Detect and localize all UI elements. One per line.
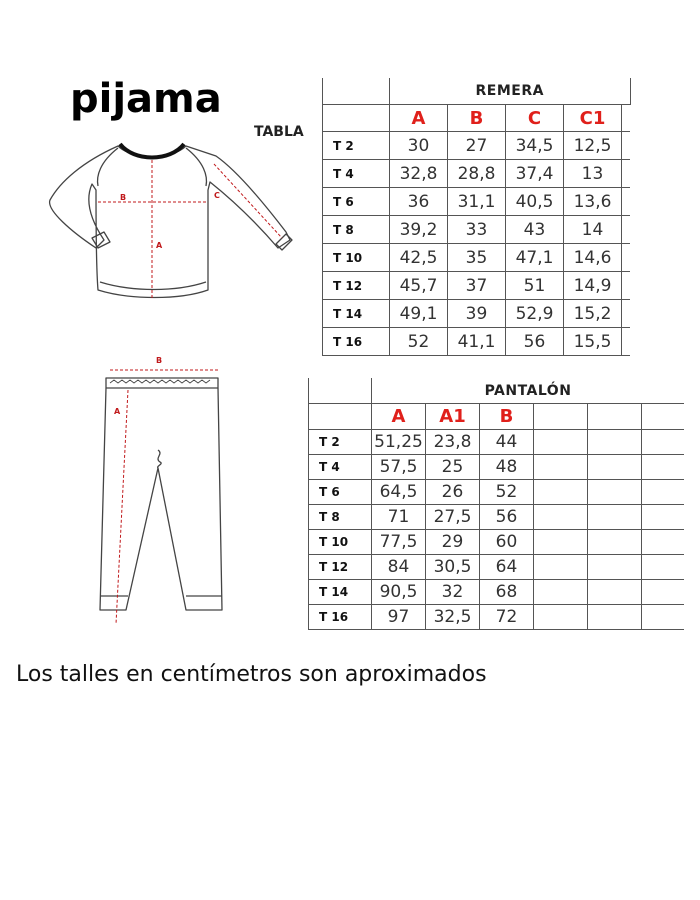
pantalon-cell: 64 [480, 555, 534, 580]
pantalon-edge-cell [642, 605, 685, 630]
remera-cell: 32,8 [390, 160, 448, 188]
pantalon-empty-cell [588, 430, 642, 455]
remera-cell: 28,8 [448, 160, 506, 188]
pantalon-empty-cell [534, 530, 588, 555]
remera-row [323, 244, 631, 272]
pantalon-empty-cell [534, 555, 588, 580]
pantalon-cell: 25 [426, 455, 480, 480]
remera-row-label: T 14 [323, 300, 390, 328]
remera-cell: 33 [448, 216, 506, 244]
pantalon-cell: 32,5 [426, 605, 480, 630]
remera-row [323, 132, 631, 160]
pantalon-col-header: B [480, 404, 534, 430]
remera-cell: 49,1 [390, 300, 448, 328]
remera-edge-cell [622, 244, 631, 272]
remera-row [323, 188, 631, 216]
pantalon-row-label: T 8 [309, 505, 372, 530]
pantalon-empty-cell [588, 530, 642, 555]
remera-col-header: C [506, 105, 564, 132]
remera-cell: 47,1 [506, 244, 564, 272]
remera-cell: 37 [448, 272, 506, 300]
pantalon-empty-cell [534, 605, 588, 630]
pants-diagram [96, 348, 232, 632]
page-title: pijama [70, 76, 222, 122]
pantalon-row [309, 530, 685, 555]
pantalon-empty-cell [588, 580, 642, 605]
pantalon-cell: 48 [480, 455, 534, 480]
remera-cell: 52 [390, 328, 448, 356]
pantalon-cell: 23,8 [426, 430, 480, 455]
size-note: Los talles en centímetros son aproximados [16, 662, 487, 687]
remera-cell: 56 [506, 328, 564, 356]
pantalon-cell: 51,25 [372, 430, 426, 455]
shirt-label-a: A [156, 241, 163, 250]
pantalon-edge-cell [642, 455, 685, 480]
pantalon-row [309, 430, 685, 455]
remera-cell: 42,5 [390, 244, 448, 272]
remera-title: REMERA [390, 78, 631, 105]
remera-edge-cell [622, 328, 631, 356]
remera-col-header: B [448, 105, 506, 132]
remera-col-header: A [390, 105, 448, 132]
remera-row [323, 160, 631, 188]
pantalon-cell: 27,5 [426, 505, 480, 530]
pantalon-cell: 97 [372, 605, 426, 630]
remera-cell: 39 [448, 300, 506, 328]
pantalon-cell: 71 [372, 505, 426, 530]
pantalon-row [309, 580, 685, 605]
pantalon-empty-cell [534, 430, 588, 455]
remera-row-label: T 16 [323, 328, 390, 356]
pantalon-cell: 68 [480, 580, 534, 605]
pantalon-edge-cell [642, 404, 685, 430]
pantalon-header-corner [309, 404, 372, 430]
remera-row-label: T 2 [323, 132, 390, 160]
pantalon-cell: 77,5 [372, 530, 426, 555]
pantalon-cell: 56 [480, 505, 534, 530]
pantalon-edge-cell [642, 555, 685, 580]
remera-cell: 40,5 [506, 188, 564, 216]
pantalon-row-label: T 6 [309, 480, 372, 505]
pantalon-cell: 29 [426, 530, 480, 555]
tabla-label: TABLA [254, 124, 304, 140]
pantalon-empty-cell [588, 404, 642, 430]
shirt-diagram [40, 136, 302, 306]
pantalon-cell: 30,5 [426, 555, 480, 580]
pantalon-empty-cell [588, 605, 642, 630]
pantalon-row [309, 455, 685, 480]
pantalon-empty-cell [534, 505, 588, 530]
remera-cell: 36 [390, 188, 448, 216]
remera-cell: 52,9 [506, 300, 564, 328]
pantalon-cell: 44 [480, 430, 534, 455]
pantalon-cell: 26 [426, 480, 480, 505]
remera-edge-cell [622, 216, 631, 244]
remera-cell: 30 [390, 132, 448, 160]
remera-edge-cell [622, 300, 631, 328]
pantalon-col-header: A1 [426, 404, 480, 430]
remera-edge-cell [622, 132, 631, 160]
pantalon-empty-cell [534, 480, 588, 505]
pantalon-empty-cell [534, 580, 588, 605]
remera-cell: 51 [506, 272, 564, 300]
remera-table [322, 78, 631, 356]
shirt-label-b: B [120, 193, 127, 202]
shirt-label-c: C [214, 191, 220, 200]
pantalon-cell: 52 [480, 480, 534, 505]
pantalon-row-label: T 10 [309, 530, 372, 555]
pantalon-corner [309, 378, 372, 404]
remera-edge-cell [622, 272, 631, 300]
remera-cell: 39,2 [390, 216, 448, 244]
remera-cell: 43 [506, 216, 564, 244]
remera-cell: 41,1 [448, 328, 506, 356]
remera-cell: 37,4 [506, 160, 564, 188]
remera-cell: 15,5 [564, 328, 622, 356]
pantalon-cell: 84 [372, 555, 426, 580]
pantalon-title: PANTALÓN [372, 378, 685, 404]
remera-cell: 12,5 [564, 132, 622, 160]
remera-cell: 34,5 [506, 132, 564, 160]
pantalon-row-label: T 12 [309, 555, 372, 580]
remera-edge-cell [622, 188, 631, 216]
pantalon-edge-cell [642, 430, 685, 455]
pantalon-edge-cell [642, 505, 685, 530]
remera-cell: 45,7 [390, 272, 448, 300]
pantalon-row [309, 555, 685, 580]
remera-cell: 13 [564, 160, 622, 188]
pantalon-cell: 90,5 [372, 580, 426, 605]
pantalon-edge-cell [642, 580, 685, 605]
pantalon-cell: 60 [480, 530, 534, 555]
remera-row-label: T 4 [323, 160, 390, 188]
pantalon-row [309, 505, 685, 530]
remera-row-label: T 8 [323, 216, 390, 244]
remera-col-header: C1 [564, 105, 622, 132]
remera-cell: 27 [448, 132, 506, 160]
pantalon-cell: 72 [480, 605, 534, 630]
remera-header-corner [323, 105, 390, 132]
pantalon-cell: 57,5 [372, 455, 426, 480]
pantalon-empty-cell [534, 455, 588, 480]
pantalon-empty-cell [588, 555, 642, 580]
pantalon-row [309, 480, 685, 505]
pantalon-row-label: T 2 [309, 430, 372, 455]
pantalon-empty-cell [534, 404, 588, 430]
pantalon-cell: 64,5 [372, 480, 426, 505]
pantalon-col-header: A [372, 404, 426, 430]
pants-label-a: A [114, 407, 121, 416]
pantalon-empty-cell [588, 480, 642, 505]
pantalon-row-label: T 14 [309, 580, 372, 605]
remera-row-label: T 10 [323, 244, 390, 272]
pantalon-row-label: T 4 [309, 455, 372, 480]
remera-cell: 14 [564, 216, 622, 244]
remera-row [323, 328, 631, 356]
pantalon-row-label: T 16 [309, 605, 372, 630]
remera-cell: 13,6 [564, 188, 622, 216]
pants-label-b: B [156, 356, 163, 365]
remera-cell: 14,6 [564, 244, 622, 272]
remera-cell: 31,1 [448, 188, 506, 216]
pantalon-empty-cell [588, 455, 642, 480]
pantalon-empty-cell [588, 505, 642, 530]
pantalon-cell: 32 [426, 580, 480, 605]
remera-row-label: T 12 [323, 272, 390, 300]
pantalon-table [308, 378, 684, 630]
pantalon-row [309, 605, 685, 630]
remera-row-label: T 6 [323, 188, 390, 216]
remera-edge-cell [622, 105, 631, 132]
remera-corner [323, 78, 390, 105]
remera-cell: 35 [448, 244, 506, 272]
remera-row [323, 272, 631, 300]
remera-edge-cell [622, 160, 631, 188]
remera-row [323, 300, 631, 328]
remera-row [323, 216, 631, 244]
remera-cell: 15,2 [564, 300, 622, 328]
pantalon-edge-cell [642, 530, 685, 555]
remera-cell: 14,9 [564, 272, 622, 300]
pantalon-edge-cell [642, 480, 685, 505]
